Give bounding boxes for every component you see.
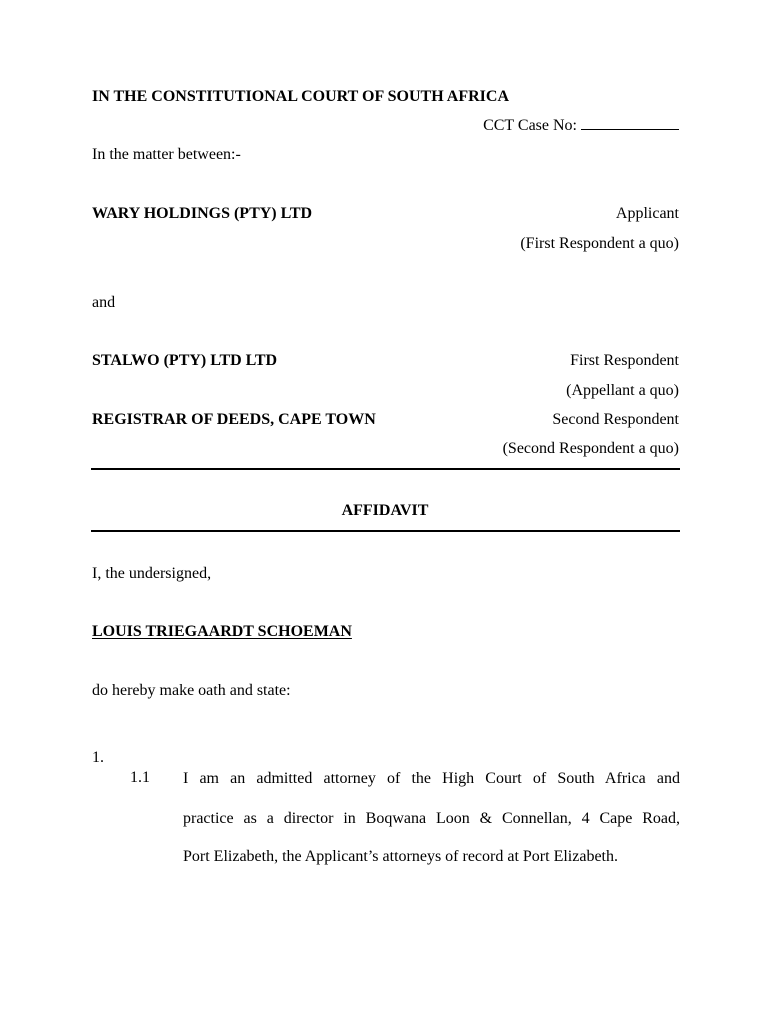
applicant-role-below: (First Respondent a quo) bbox=[520, 235, 679, 252]
subparagraph-line: Port Elizabeth, the Applicant’s attorneys of record at Port Elizabeth. bbox=[183, 848, 618, 865]
paragraph-number: 1. bbox=[92, 749, 104, 766]
second-respondent-role: Second Respondent bbox=[552, 411, 679, 428]
court-heading: IN THE CONSTITUTIONAL COURT OF SOUTH AFRICA bbox=[92, 88, 510, 105]
case-number-blank bbox=[581, 128, 679, 130]
title-rule-bottom bbox=[91, 530, 680, 532]
first-respondent-role-below: (Appellant a quo) bbox=[566, 382, 679, 399]
title-rule-top bbox=[91, 468, 680, 470]
first-respondent-name: STALWO (PTY) LTD LTD bbox=[92, 352, 278, 369]
subparagraph-number: 1.1 bbox=[130, 769, 150, 786]
applicant-name: WARY HOLDINGS (PTY) LTD bbox=[92, 205, 313, 222]
first-respondent-role: First Respondent bbox=[570, 352, 679, 369]
case-number-label: CCT Case No: bbox=[483, 117, 577, 134]
conjunction-and: and bbox=[92, 294, 116, 311]
applicant-role: Applicant bbox=[615, 205, 679, 222]
oath-line: do hereby make oath and state: bbox=[92, 682, 291, 699]
matter-intro: In the matter between:- bbox=[92, 146, 241, 163]
subparagraph-line: I am an admitted attorney of the High Court of South Africa and bbox=[183, 770, 680, 787]
second-respondent-role-below: (Second Respondent a quo) bbox=[502, 440, 679, 457]
subparagraph-line: practice as a director in Boqwana Loon & Connellan, 4 Cape Road, bbox=[183, 810, 680, 827]
document-title: AFFIDAVIT bbox=[341, 502, 429, 519]
undersigned-line: I, the undersigned, bbox=[92, 565, 212, 582]
deponent-name: LOUIS TRIEGAARDT SCHOEMAN bbox=[92, 623, 352, 640]
case-number-line bbox=[483, 118, 679, 134]
second-respondent-name: REGISTRAR OF DEEDS, CAPE TOWN bbox=[92, 411, 376, 428]
